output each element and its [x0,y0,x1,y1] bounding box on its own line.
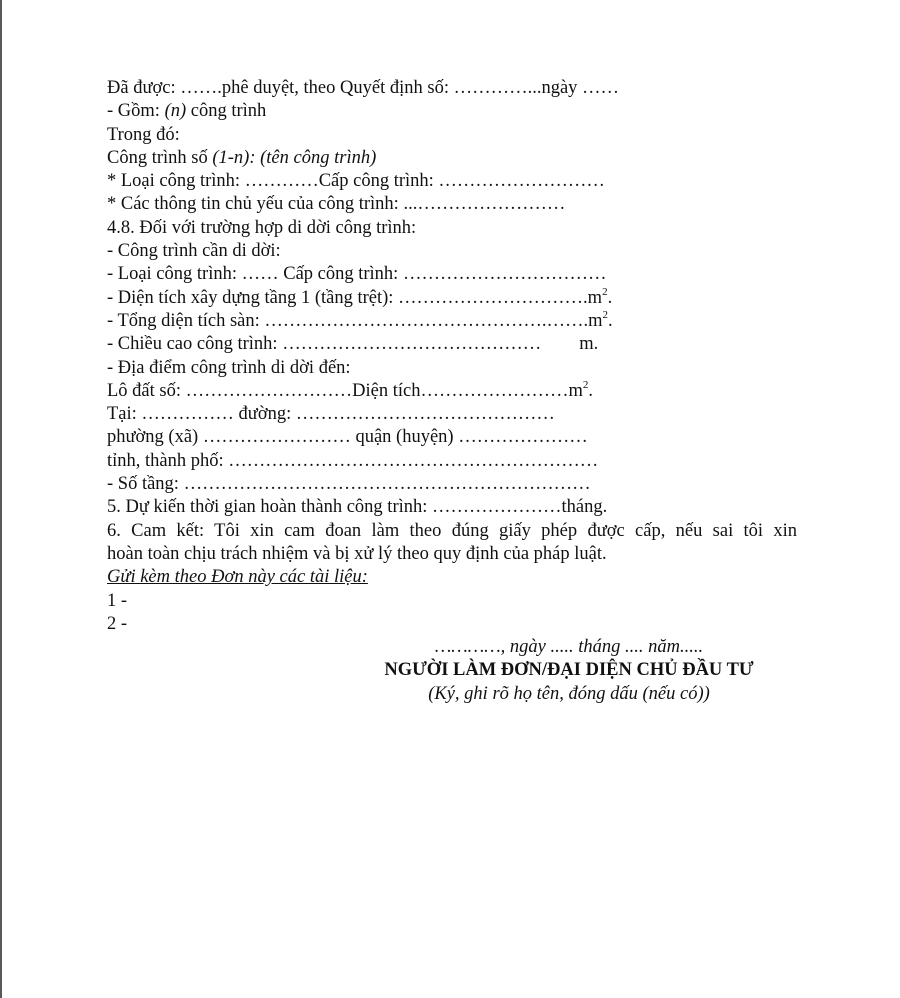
province-line: tỉnh, thành phố: …………………………………………………… [107,450,599,471]
attachments-heading: Gửi kèm theo Đơn này các tài liệu: [107,567,368,588]
relocation-heading: 4.8. Đối với trường hợp di dời công trình: [107,217,417,238]
includes-suffix: công trình [186,101,267,122]
total-floor-area-sup: 2 [602,308,609,321]
floors-line: - Số tầng: ………………………………………………………… [107,474,591,495]
attachment-item-1: 1 - [107,590,128,611]
includes-prefix: - Gồm: [107,101,165,122]
lot-text: Lô đất số: ………………………Diện tích……………………m [107,380,583,401]
ward-line: phường (xã) …………………… quận (huyện) ………………… [107,427,588,448]
relocation-location-line: - Địa điểm công trình di dời đến: [107,357,351,378]
page-left-border [0,0,2,998]
commitment-line-1: 6. Cam kết: Tôi xin cam đoan làm theo đúng giấy phép được cấp, nếu sai tôi xin [107,520,797,541]
address-line: Tại: …………… đường: …………………………………… [107,404,555,425]
lot-dot: . [588,380,593,401]
work-number-name: (1-n): (tên công trình) [212,147,377,168]
relocated-type-line: - Loại công trình: …… Cấp công trình: …………………………… [107,264,607,285]
lot-line [107,380,807,403]
work-type-line: * Loại công trình: …………Cấp công trình: ……………………… [107,171,605,192]
attachment-item-2: 2 - [107,613,128,634]
lot-sup: 2 [582,378,589,391]
includes-line [107,100,807,123]
ground-floor-area-dot: . [607,287,613,308]
height-unit: m. [579,334,599,355]
ground-floor-area-sup: 2 [602,285,608,298]
signature-title: NGƯỜI LÀM ĐƠN/ĐẠI DIỆN CHỦ ĐẦU TƯ [384,660,754,681]
relocated-work-line: - Công trình cần di dời: [107,241,281,262]
commitment-line-2: hoàn toàn chịu trách nhiệm và bị xử lý theo quy định của pháp luật. [107,543,607,564]
total-floor-area-line [107,310,807,333]
height-line [107,333,807,356]
signature-note: (Ký, ghi rõ họ tên, đóng dấu (nếu có)) [428,683,710,704]
work-number-prefix: Công trình số [107,147,213,168]
signature-date: …………, ngày ..... tháng .... năm..... [434,637,704,658]
ground-floor-area-text: - Diện tích xây dựng tầng 1 (tầng trệt): ………………………….m [107,287,603,308]
height-text: - Chiều cao công trình: …………………………………… [107,334,542,355]
work-number-line [107,147,807,170]
ground-floor-area-line [107,287,807,310]
includes-count: (n) [164,101,187,122]
among-them-line: Trong đó: [107,124,180,145]
completion-time-line: 5. Dự kiến thời gian hoàn thành công trình: …………………tháng. [107,497,608,518]
total-floor-area-dot: . [608,310,613,331]
document-page [107,77,807,706]
approval-line: Đã được: …….phê duyệt, theo Quyết định số: …………...ngày …… [107,78,620,98]
total-floor-area-text: - Tổng diện tích sàn: ……………………………………….…….m [107,310,603,331]
work-info-line: * Các thông tin chủ yếu của công trình: ...…………………… [107,194,566,215]
